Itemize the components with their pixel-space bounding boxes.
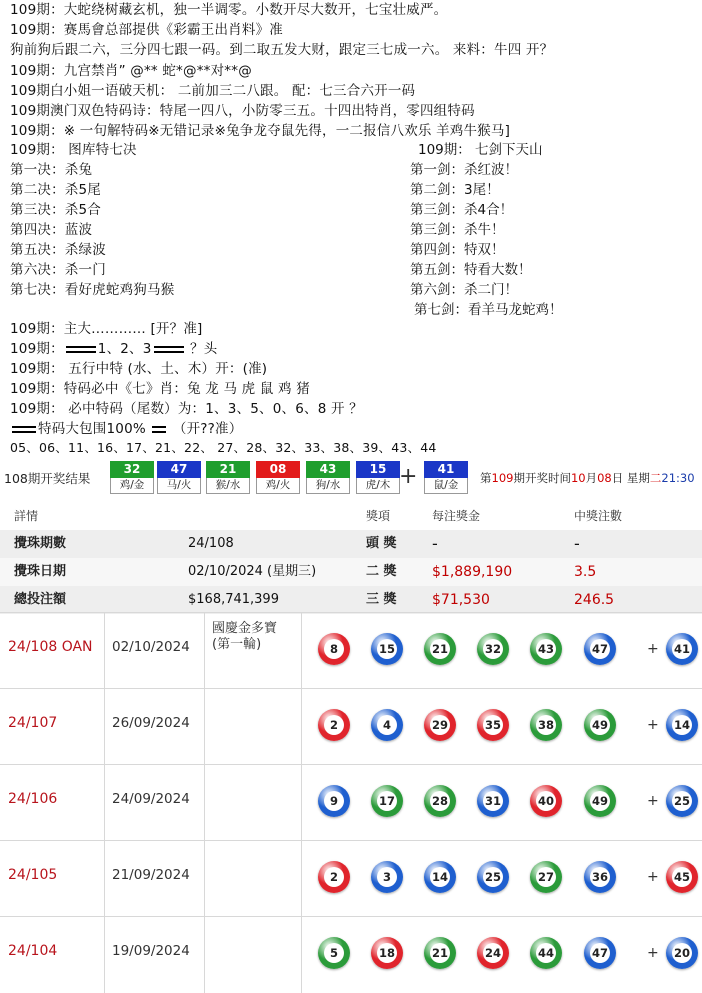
- double-bar-icon: [152, 426, 166, 433]
- left-item: 第六决：杀一门: [10, 262, 106, 278]
- lottery-ball: [318, 937, 350, 969]
- result-ball: [157, 461, 201, 495]
- result-ball: [110, 461, 154, 495]
- info-text: 月: [585, 471, 598, 485]
- ball-number: 36: [590, 867, 610, 887]
- history-row: [0, 612, 702, 689]
- ball-number: 25: [483, 867, 503, 887]
- result-ball: [206, 461, 250, 495]
- info-text: 日 星期: [611, 471, 650, 485]
- lottery-ball: [666, 709, 698, 741]
- row-label: 攪珠日期: [14, 564, 67, 579]
- next-draw-info: [480, 470, 695, 486]
- header-cell: 每注獎金: [432, 509, 481, 523]
- draw-date: 24/09/2024: [112, 791, 190, 807]
- ball-number: 31: [483, 791, 503, 811]
- info-week: 二: [649, 471, 662, 485]
- ball-number: 47: [590, 943, 610, 963]
- left-item: 第三决：杀5合: [10, 202, 101, 218]
- column-divider: [204, 841, 205, 917]
- column-divider: [204, 689, 205, 765]
- lottery-ball: [424, 709, 456, 741]
- prize-row: [0, 586, 702, 614]
- info-text: 期开奖时间: [513, 471, 571, 485]
- result-ball: [424, 461, 468, 495]
- lottery-ball: [477, 937, 509, 969]
- result-ball: [356, 461, 400, 495]
- column-divider: [104, 689, 105, 765]
- lottery-ball: [371, 861, 403, 893]
- text-line: 109期：赛馬會总部提供《彩霸王出肖料》准: [10, 22, 283, 38]
- lottery-ball: [318, 633, 350, 665]
- result-ball: [256, 461, 300, 495]
- ball-number: 47: [590, 639, 610, 659]
- ball-number: 20: [672, 943, 692, 963]
- prize-row: [0, 558, 702, 586]
- ball-zodiac: 鸡/火: [256, 478, 300, 494]
- lottery-ball: [666, 937, 698, 969]
- row-value: 24/108: [188, 536, 234, 551]
- prize-tier: 三 獎: [366, 592, 397, 607]
- prize-tier: 頭 獎: [366, 536, 397, 551]
- game-name: [212, 621, 277, 653]
- ball-number: 44: [536, 943, 556, 963]
- right-item: 第六剑：杀二门！: [410, 282, 518, 298]
- ball-zodiac: 猴/水: [206, 478, 250, 494]
- right-item: 第三剑：杀4合！: [410, 202, 514, 218]
- ball-number: 24: [483, 943, 503, 963]
- ball-number: 25: [672, 791, 692, 811]
- ball-number: 32: [483, 639, 503, 659]
- left-item: 第五决：杀绿波: [10, 242, 106, 258]
- double-bar-icon: [66, 346, 96, 353]
- lottery-ball: [584, 937, 616, 969]
- plus-sign: +: [647, 717, 659, 733]
- lottery-ball: [530, 785, 562, 817]
- text-line: 109期：特码必中《七》肖：兔 龙 马 虎 鼠 鸡 猪: [10, 381, 310, 397]
- ball-number: 29: [430, 715, 450, 735]
- left-item: 第一决：杀兔: [10, 162, 93, 178]
- left-item: 第七决：看好虎蛇鸡狗马猴: [10, 282, 175, 298]
- text-line-bars: [10, 339, 217, 359]
- history-row: [0, 764, 702, 841]
- lottery-ball: [584, 633, 616, 665]
- right-section-title: 109期： 七剑下天山: [418, 142, 543, 158]
- lottery-ball: [424, 785, 456, 817]
- text-line: 109期：九宫禁肖” @** 蛇*@**对**@: [10, 63, 252, 79]
- draw-id: 24/107: [8, 715, 58, 731]
- text-line: 109期澳门双色特码诗：特尾一四八，小防零三五。十四出特肖，零四组特码: [10, 103, 475, 119]
- ball-number: 08: [256, 461, 300, 478]
- lottery-ball: [477, 709, 509, 741]
- lottery-ball: [371, 633, 403, 665]
- plus-sign: +: [399, 464, 418, 489]
- ball-number: 41: [672, 639, 692, 659]
- row-value: 02/10/2024 (星期三): [188, 564, 317, 579]
- text-line: 109期： 五行中特 (水、土、木）开：(准): [10, 361, 268, 377]
- lottery-ball: [371, 937, 403, 969]
- header-cell: 獎項: [366, 509, 391, 523]
- winner-count: -: [574, 534, 580, 553]
- game-name-line: 國慶金多寶: [212, 621, 278, 636]
- winner-count: 3.5: [574, 564, 597, 580]
- ball-number: 35: [483, 715, 503, 735]
- lottery-ball: [584, 861, 616, 893]
- ball-number: 15: [356, 461, 400, 478]
- draw-date: 21/09/2024: [112, 867, 190, 883]
- row-label: 攪珠期數: [14, 536, 67, 551]
- lottery-ball: [477, 633, 509, 665]
- column-divider: [104, 613, 105, 689]
- right-item: 第七剑：看羊马龙蛇鸡！: [414, 302, 563, 318]
- text-tail: （开??准）: [172, 421, 243, 437]
- history-row: [0, 840, 702, 917]
- draw-date: 26/09/2024: [112, 715, 190, 731]
- double-bar-icon: [154, 346, 184, 353]
- plus-sign: +: [647, 869, 659, 885]
- info-day: 08: [597, 471, 612, 485]
- text-line: 109期：※ 一句解特码※无错记录※兔争龙夺鼠先得，一二报信八欢乐 羊鸡牛猴马]: [10, 123, 511, 139]
- ball-number: 15: [377, 639, 397, 659]
- column-divider: [104, 765, 105, 841]
- ball-number: 14: [430, 867, 450, 887]
- ball-number: 5: [324, 943, 344, 963]
- left-section-title: 109期： 图库特七决: [10, 142, 137, 158]
- prize-amount: $71,530: [432, 592, 490, 608]
- ball-number: 17: [377, 791, 397, 811]
- result-ball: [306, 461, 350, 495]
- ball-number: 2: [324, 715, 344, 735]
- column-divider: [301, 917, 302, 993]
- ball-number: 43: [306, 461, 350, 478]
- lottery-ball: [666, 633, 698, 665]
- text-line: 狗前狗后跟二六，三分四七跟一码。到二取五发大财，跟定三七成一六。 来料：牛四 开？: [10, 42, 554, 58]
- ball-number: 21: [430, 639, 450, 659]
- ball-number: 21: [206, 461, 250, 478]
- lottery-ball: [530, 861, 562, 893]
- lottery-ball: [477, 861, 509, 893]
- right-item: 第三剑：杀牛！: [410, 222, 505, 238]
- ball-number: 28: [430, 791, 450, 811]
- ball-number: 14: [672, 715, 692, 735]
- prize-header-row: [0, 502, 702, 531]
- column-divider: [204, 917, 205, 993]
- info-month: 10: [570, 471, 586, 485]
- lottery-ball: [477, 785, 509, 817]
- left-item: 第二决：杀5尾: [10, 182, 101, 198]
- header-cell: 詳情: [14, 509, 39, 523]
- ball-number: 4: [377, 715, 397, 735]
- prize-amount: -: [432, 534, 438, 553]
- column-divider: [104, 841, 105, 917]
- column-divider: [301, 841, 302, 917]
- right-item: 第四剑：特双！: [410, 242, 505, 258]
- plus-sign: +: [647, 945, 659, 961]
- column-divider: [301, 689, 302, 765]
- info-time: 21:30: [661, 471, 695, 485]
- ball-number: 27: [536, 867, 556, 887]
- ball-zodiac: 马/火: [157, 478, 201, 494]
- ball-zodiac: 鸡/金: [110, 478, 154, 494]
- ball-number: 9: [324, 791, 344, 811]
- ball-number: 49: [590, 715, 610, 735]
- ball-zodiac: 鼠/金: [424, 478, 468, 494]
- ball-number: 40: [536, 791, 556, 811]
- prize-table: [0, 502, 702, 610]
- right-item: 第二剑：3尾！: [410, 182, 500, 198]
- lottery-ball: [530, 633, 562, 665]
- lottery-ball: [371, 785, 403, 817]
- prize-tier: 二 獎: [366, 564, 397, 579]
- lottery-ball: [424, 633, 456, 665]
- lottery-ball: [318, 785, 350, 817]
- lottery-ball: [530, 937, 562, 969]
- column-divider: [204, 613, 205, 689]
- ball-zodiac: 狗/水: [306, 478, 350, 494]
- column-divider: [301, 613, 302, 689]
- text-numbers: 1、2、3: [97, 341, 152, 357]
- lottery-ball: [666, 785, 698, 817]
- number-list: 05、06、11、16、17、21、22、 27、28、32、33、38、39、43、44: [10, 440, 437, 455]
- result-strip: [0, 458, 702, 498]
- lottery-ball: [318, 709, 350, 741]
- draw-date: 19/09/2024: [112, 943, 190, 959]
- draw-id: 24/106: [8, 791, 58, 807]
- result-label: 108期开奖结果: [4, 471, 91, 486]
- ball-number: 38: [536, 715, 556, 735]
- right-item: 第五剑：特看大数！: [410, 262, 532, 278]
- lottery-ball: [371, 709, 403, 741]
- ball-number: 3: [377, 867, 397, 887]
- right-item: 第一剑：杀红波！: [410, 162, 518, 178]
- ball-number: 49: [590, 791, 610, 811]
- text-line: 109期：主大………… [开？准]: [10, 321, 203, 337]
- info-text: 第: [480, 471, 492, 485]
- column-divider: [104, 917, 105, 993]
- ball-number: 2: [324, 867, 344, 887]
- ball-number: 43: [536, 639, 556, 659]
- lottery-ball: [584, 709, 616, 741]
- prize-row: [0, 530, 702, 558]
- ball-number: 32: [110, 461, 154, 478]
- text-line: 109期白小姐一语破天机： 二前加三二八跟。 配：七三合六开一码: [10, 83, 416, 99]
- winner-count: 246.5: [574, 592, 615, 608]
- row-value: $168,741,399: [188, 592, 279, 607]
- draw-id: 24/105: [8, 867, 58, 883]
- game-name-line: (第一輪): [212, 637, 262, 652]
- column-divider: [301, 765, 302, 841]
- prize-amount: $1,889,190: [432, 564, 513, 580]
- text-line-bars: [10, 419, 242, 439]
- history-row: [0, 688, 702, 765]
- lottery-ball: [424, 861, 456, 893]
- plus-sign: +: [647, 793, 659, 809]
- lottery-ball: [530, 709, 562, 741]
- ball-number: 45: [672, 867, 692, 887]
- lottery-ball: [318, 861, 350, 893]
- ball-number: 8: [324, 639, 344, 659]
- row-label: 總投注額: [14, 592, 67, 607]
- left-item: 第四决：蓝波: [10, 222, 93, 238]
- ball-number: 47: [157, 461, 201, 478]
- lottery-ball: [424, 937, 456, 969]
- header-cell: 中獎注數: [574, 509, 623, 523]
- info-period: 109: [491, 471, 514, 485]
- history-row: [0, 916, 702, 993]
- text-line: 109期：大蛇绕树藏玄机，独一半调零。小数开尽大数开，七宝壮威严。: [10, 2, 448, 18]
- text-prefix: 109期：: [10, 341, 64, 357]
- lottery-ball: [584, 785, 616, 817]
- text-main: 特码大包围100%: [38, 421, 146, 437]
- column-divider: [204, 765, 205, 841]
- double-bar-icon: [12, 426, 36, 433]
- lottery-ball: [666, 861, 698, 893]
- text-tail: ？头: [185, 341, 218, 357]
- plus-sign: +: [647, 641, 659, 657]
- ball-zodiac: 虎/木: [356, 478, 400, 494]
- draw-id: 24/104: [8, 943, 58, 959]
- ball-number: 18: [377, 943, 397, 963]
- ball-number: 41: [424, 461, 468, 478]
- text-line: 109期： 必中特码（尾数）为：1、3、5、0、6、8 开 ？: [10, 401, 363, 417]
- ball-number: 21: [430, 943, 450, 963]
- draw-id: 24/108 OAN: [8, 639, 93, 655]
- draw-date: 02/10/2024: [112, 639, 190, 655]
